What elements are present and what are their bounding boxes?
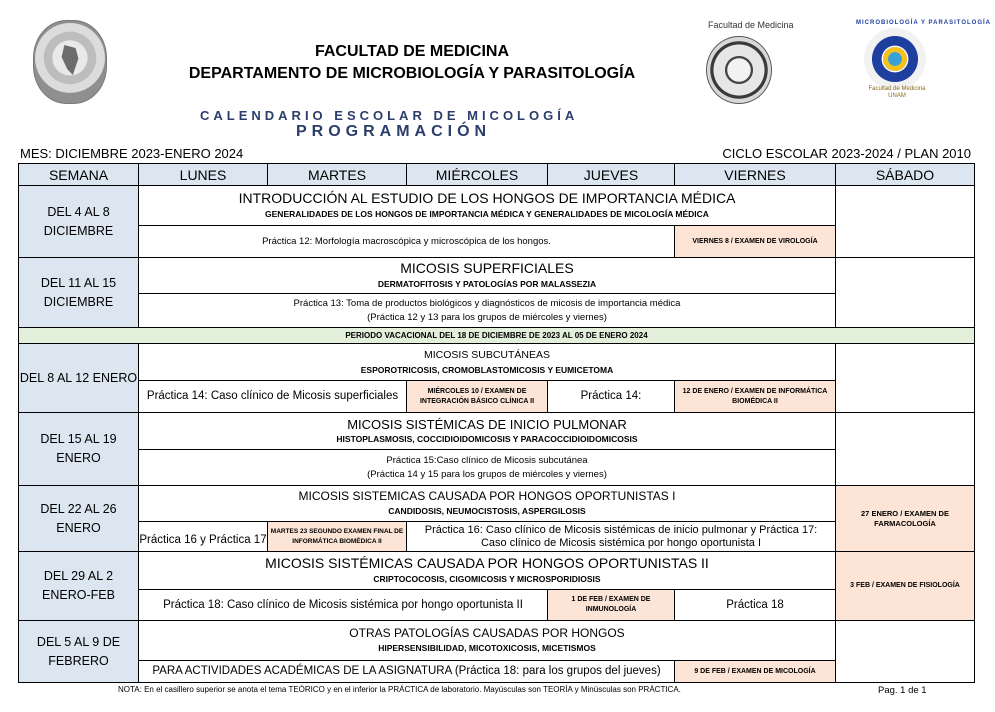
week-4-theory <box>138 412 836 450</box>
col-header-viernes: VIERNES <box>674 163 836 186</box>
footer-note: NOTA: En el casillero superior se anota el tema TEÓRICO y en el inferior la PRÁCTICA de laboratorio. Mayúsculas son TEORÍA y Minúsculas son PRÁCTICA. <box>118 685 681 694</box>
week-1-topic-title: INTRODUCCIÓN AL ESTUDIO DE LOS HONGOS DE IMPORTANCIA MÉDICA <box>238 190 736 206</box>
title-faculty: FACULTAD DE MEDICINA <box>314 43 510 60</box>
school-cycle-label: CICLO ESCOLAR 2023-2024 / PLAN 2010 <box>722 146 971 161</box>
week-3-wednesday-exam: MIÉRCOLES 10 / EXAMEN DE INTEGRACIÓN BÁSICO CLÍNICA II <box>406 380 548 413</box>
week-7-label: DEL 5 AL 9 DE FEBRERO <box>18 620 139 683</box>
week-6-label: DEL 29 AL 2 ENERO-FEB <box>18 551 139 621</box>
week-2-practice-line2: (Práctica 12 y 13 para los grupos de miércoles y viernes) <box>367 311 607 323</box>
week-2-topic-title: MICOSIS SUPERFICIALES <box>400 260 574 276</box>
week-3-label: DEL 8 AL 12 ENERO <box>18 343 139 413</box>
week-5-theory <box>138 485 836 522</box>
col-header-lunes: LUNES <box>138 163 268 186</box>
week-5-topic-subtitle: CANDIDOSIS, NEUMOCISTOSIS, ASPERGILOSIS <box>388 506 586 516</box>
week-6-friday-practice: Práctica 18 <box>674 589 836 621</box>
week-1-practice: Práctica 12: Morfología macroscópica y microscópica de los hongos. <box>138 225 675 258</box>
week-1-saturday <box>835 185 975 258</box>
week-6-saturday-exam: 3 FEB / EXAMEN DE FISIOLOGÍA <box>835 551 975 621</box>
week-3-saturday <box>835 343 975 413</box>
week-6-thursday-exam: 1 DE FEB / EXAMEN DE INMUNOLOGÍA <box>547 589 675 621</box>
col-header-jueves: JUEVES <box>547 163 675 186</box>
week-7-topic-title: OTRAS PATOLOGÍAS CAUSADAS POR HONGOS <box>349 626 625 640</box>
week-5-topic-title: MICOSIS SISTEMICAS CAUSADA POR HONGOS OPORTUNISTAS I <box>298 489 676 503</box>
week-5-label: DEL 22 AL 26 ENERO <box>18 485 139 552</box>
programacion-subtitle: PROGRAMACIÓN <box>296 123 492 140</box>
col-header-martes: MARTES <box>267 163 407 186</box>
week-1-friday-exam: VIERNES 8 / EXAMEN DE VIROLOGÍA <box>674 225 836 258</box>
week-4-practice <box>138 449 836 486</box>
week-7-theory <box>138 620 836 661</box>
week-1-topic-subtitle: GENERALIDADES DE LOS HONGOS DE IMPORTANCIA MÉDICA Y GENERALIDADES DE MICOLOGÍA MÉDICA <box>265 209 709 219</box>
col-header-semana: SEMANA <box>18 163 139 186</box>
week-5-saturday-exam: 27 ENERO / EXAMEN DE FARMACOLOGÍA <box>835 485 975 552</box>
week-5-tuesday-exam: MARTES 23 SEGUNDO EXAMEN FINAL DE INFORMÁTICA BIOMÉDICA II <box>267 521 407 552</box>
title-department: DEPARTAMENTO DE MICROBIOLOGÍA Y PARASITOLOGÍA <box>188 65 636 82</box>
week-3-topic-title: MICOSIS SUBCUTÁNEAS <box>423 348 551 361</box>
month-label: MES: DICIEMBRE 2023-ENERO 2024 <box>20 146 244 161</box>
week-2-practice <box>138 293 836 328</box>
week-4-topic-subtitle: HISTOPLASMOSIS, COCCIDIOIDOMICOSIS Y PARACOCCIDIOIDOMICOSIS <box>336 433 638 444</box>
week-4-practice-line2: (Práctica 14 y 15 para los grupos de miércoles y viernes) <box>367 468 607 480</box>
week-3-topic-subtitle: ESPOROTRICOSIS, CROMOBLASTOMICOSIS Y EUMICETOMA <box>360 364 614 375</box>
week-2-topic-subtitle: DERMATOFITOSIS Y PATOLOGÍAS POR MALASSEZIA <box>377 279 597 289</box>
micro-logo-arc-text: MICROBIOLOGÍA Y PARASITOLOGÍA <box>856 20 992 26</box>
week-3-practice: Práctica 14: Caso clínico de Micosis superficiales <box>138 380 407 413</box>
week-5-practice-right: Práctica 16: Caso clínico de Micosis sistémicas de inicio pulmonar y Práctica 17: Caso clínico de Micosis sistémica por hongo oportunista I <box>406 521 836 552</box>
week-7-saturday <box>835 620 975 683</box>
week-3-theory <box>138 343 836 381</box>
microbiology-department-logo <box>864 28 926 90</box>
micro-logo-footer: Facultad de Medicina UNAM <box>868 86 926 99</box>
week-4-saturday <box>835 412 975 486</box>
col-header-miercoles: MIÉRCOLES <box>406 163 548 186</box>
week-2-saturday <box>835 257 975 328</box>
week-5-practice: Práctica 16 y Práctica 17 <box>138 521 268 552</box>
week-2-practice-line1: Práctica 13: Toma de productos biológicos y diagnósticos de micosis de importancia médica <box>293 297 681 309</box>
week-7-friday-exam: 9 DE FEB / EXAMEN DE MICOLOGÍA <box>674 660 836 683</box>
week-4-topic-title: MICOSIS SISTÉMICAS DE INICIO PULMONAR <box>347 416 627 432</box>
week-7-topic-subtitle: HIPERSENSIBILIDAD, MICOTOXICOSIS, MICETISMOS <box>378 643 596 653</box>
week-7-practice: PARA ACTIVIDADES ACADÉMICAS DE LA ASIGNATURA (Práctica 18: para los grupos del jueves) <box>138 660 675 683</box>
week-6-theory <box>138 551 836 590</box>
page-number: Pag. 1 de 1 <box>878 685 927 696</box>
calendar-subtitle: CALENDARIO ESCOLAR DE MICOLOGÍA <box>200 108 579 123</box>
week-2-theory <box>138 257 836 294</box>
week-4-label: DEL 15 AL 19 ENERO <box>18 412 139 486</box>
week-2-label: DEL 11 AL 15 DICIEMBRE <box>18 257 139 328</box>
week-3-thursday-practice: Práctica 14: <box>547 380 675 413</box>
week-1-theory <box>138 185 836 226</box>
week-3-friday-exam: 12 DE ENERO / EXAMEN DE INFORMÁTICA BIOMÉDICA II <box>674 380 836 413</box>
week-4-practice-line1: Práctica 15:Caso clínico de Micosis subcutánea <box>386 454 588 466</box>
week-6-topic-title: MICOSIS SISTÉMICAS CAUSADA POR HONGOS OPORTUNISTAS II <box>265 555 709 571</box>
vacation-period-row: PERIODO VACACIONAL DEL 18 DE DICIEMBRE DE 2023 AL 05 DE ENERO 2024 <box>18 327 975 344</box>
week-1-label: DEL 4 AL 8 DICIEMBRE <box>18 185 139 258</box>
faculty-logo-caption: Facultad de Medicina <box>708 20 794 30</box>
week-6-topic-subtitle: CRIPTOCOCOSIS, CIGOMICOSIS Y MICROSPORIDIOSIS <box>373 574 601 584</box>
col-header-sabado: SÁBADO <box>835 163 975 186</box>
week-6-practice: Práctica 18: Caso clínico de Micosis sistémica por hongo oportunista II <box>138 589 548 621</box>
unam-seal-logo <box>33 20 107 104</box>
